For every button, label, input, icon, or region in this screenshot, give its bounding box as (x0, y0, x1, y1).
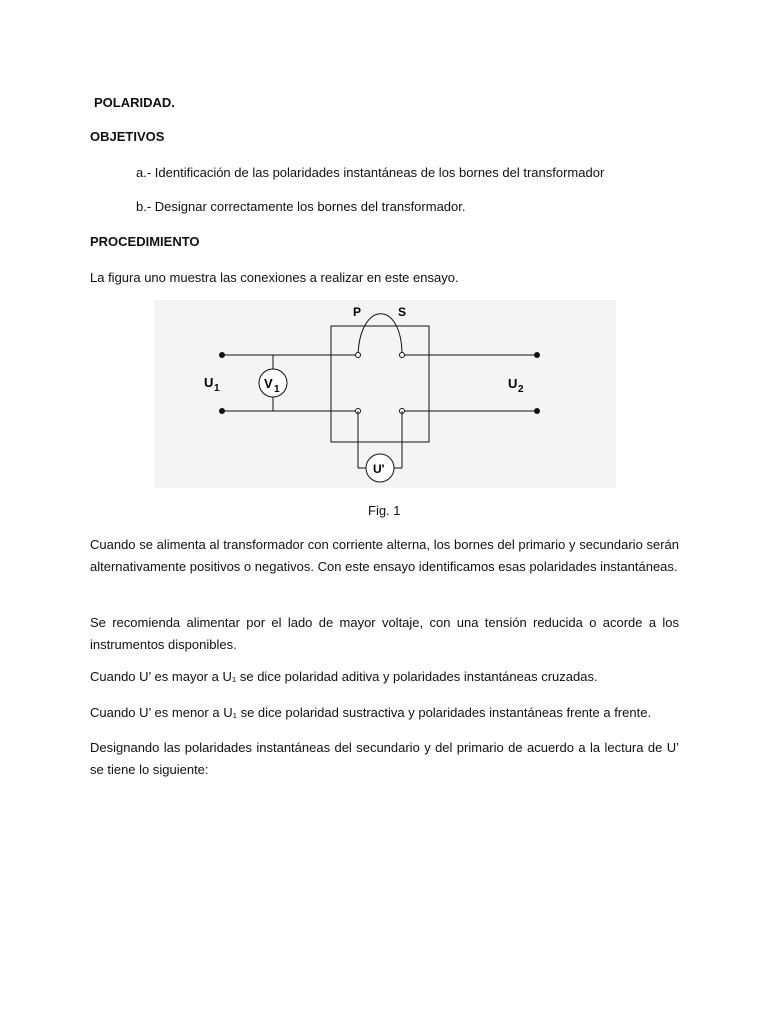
paragraph-3: Cuando U’ es mayor a U₁ se dice polaridad aditiva y polaridades instantáneas cruzadas. (90, 669, 598, 684)
paragraph-4: Cuando U’ es menor a U₁ se dice polaridad sustractiva y polaridades instantáneas frente a frente. (90, 705, 652, 720)
page-title: POLARIDAD. (94, 95, 175, 110)
label-u1-subscript: 1 (214, 383, 220, 394)
terminal-dot-right-bottom (534, 408, 540, 414)
paragraph-2: Se recomienda alimentar por el lado de mayor voltaje, con una tensión reducida o acorde a los instrumentos disponibles. (90, 615, 679, 652)
paragraph-1: Cuando se alimenta al transformador con corriente alterna, los bornes del primario y secundario serán alternativamente positivos o negativos. Con este ensayo identificamos esas polaridades instantáneas. (90, 537, 679, 574)
label-u2-subscript: 2 (518, 384, 524, 395)
voltmeter-v1-label: V (264, 376, 273, 391)
procedimiento-heading: PROCEDIMIENTO (90, 234, 200, 249)
circuit-diagram (0, 0, 768, 500)
terminal-dot-left-top (219, 352, 225, 358)
label-u2: U (508, 376, 518, 391)
objetivos-heading: OBJETIVOS (90, 129, 165, 144)
terminal-dot-left-bottom (219, 408, 225, 414)
terminal-dot-right-top (534, 352, 540, 358)
voltmeter-v1-subscript: 1 (274, 384, 280, 395)
terminal-p-top (356, 353, 361, 358)
terminal-s-top (400, 353, 405, 358)
objetivo-item-b: b.- Designar correctamente los bornes del transformador. (136, 199, 466, 214)
voltmeter-uprime-label: U' (373, 462, 385, 476)
terminal-label-p: P (353, 305, 362, 319)
objetivo-item-a: a.- Identificación de las polaridades instantáneas de los bornes del transformador (136, 165, 605, 180)
label-u1: U (204, 375, 214, 390)
procedimiento-intro: La figura uno muestra las conexiones a realizar en este ensayo. (90, 270, 459, 285)
figure-caption: Fig. 1 (368, 503, 401, 518)
terminal-label-s: S (398, 305, 407, 319)
paragraph-5: Designando las polaridades instantáneas del secundario y del primario de acuerdo a la lectura de U’ se tiene lo siguiente: (90, 740, 679, 777)
